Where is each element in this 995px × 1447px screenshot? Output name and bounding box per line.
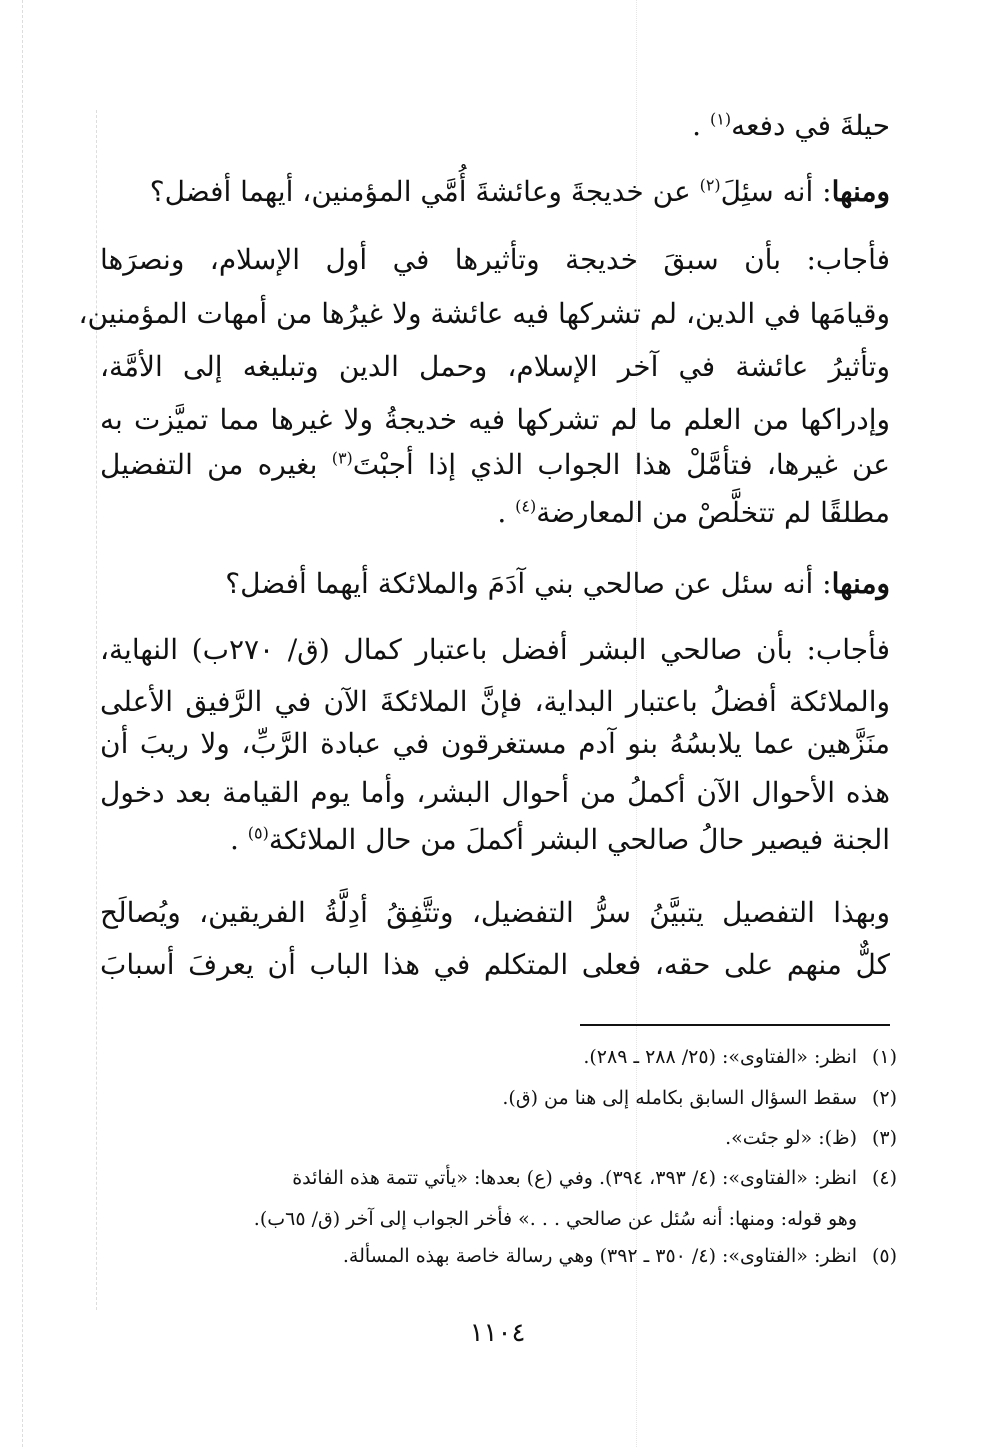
body-line-9: ومنها: أنه سئل عن صالحي بني آدَمَ والملائكة أيهما أفضل؟ [225, 567, 890, 600]
body-line-13: هذه الأحوال الآن أكملُ من أحوال البشر، وأما يوم القيامة بعد دخول [100, 776, 890, 809]
body-line-6: وإدراكها من العلم ما لم تشركها فيه خديجةُ ولا غيرها مما تميَّزت به [100, 403, 890, 436]
footnote-ref-1[interactable]: (١) [709, 109, 732, 129]
footnote-2: (٢)سقط السؤال السابق بكامله إلى هنا من (ق). [502, 1087, 897, 1109]
body-line-1: حيلةَ في دفعه$^{(١)}$ . [692, 109, 890, 142]
body-line-14: الجنة فيصير حالُ صالحي البشر أكملَ من حال الملائكة$^{(٥)}$ . [229, 823, 890, 856]
footnote-4-continuation: وهو قوله: ومنها: أنه سُئل عن صالحي . . .» فأخر الجواب إلى آخر (ق/ ٦٥ب). [253, 1208, 857, 1230]
footnote-ref-2[interactable]: (٢) [699, 175, 721, 195]
body-line-7: عن غيرها، فتأمَّلْ هذا الجواب الذي إذا أجبْتَ$^{(٣)}$ بغيره من التفضيل [100, 448, 890, 481]
body-line-12: منَزَّهين عما يلابسُهُ بنو آدم مستغرقون في عبادة الرَّبِّ، ولا ريبَ أن [100, 727, 890, 760]
body-line-15: وبهذا التفصيل يتبيَّنُ سرُّ التفضيل، وتتَّفِقُ أدِلَّةُ الفريقين، ويُصالَح [100, 896, 890, 929]
footnote-ref-3[interactable]: (٣) [331, 448, 353, 468]
body-line-3: فأجاب: بأن سبقَ خديجة وتأثيرها في أول الإسلام، ونصرَها [100, 243, 890, 276]
footnote-5: (٥)انظر: «الفتاوى»: (٤/ ٣٥٠ ـ ٣٩٢) وهي رسالة خاصة بهذه المسألة. [342, 1245, 897, 1267]
body-line-4: وقيامَها في الدين، لم تشركها فيه عائشة ولا غيرُها من أمهات المؤمنين، [78, 297, 890, 330]
body-line-16: كلٌّ منهم على حقه، فعلى المتكلم في هذا الباب أن يعرفَ أسبابَ [100, 948, 891, 981]
body-line-5: وتأثيرُ عائشة في آخر الإسلام، وحمل الدين وتبليغه إلى الأمَّة، [100, 350, 890, 383]
body-line-2: ومنها: أنه سئِلَ$^{(٢)}$ عن خديجةَ وعائشةَ أُمَّي المؤمنين، أيهما أفضل؟ [149, 175, 890, 208]
scan-artifact-line [96, 110, 97, 1310]
body-line-10: فأجاب: بأن صالحي البشر أفضل باعتبار كمال (ق/ ٢٧٠ب) النهاية، [100, 633, 890, 666]
body-line-11: والملائكة أفضلُ باعتبار البداية، فإنَّ الملائكةَ الآن في الرَّفيق الأعلى [100, 685, 890, 718]
footnote-1: (١)انظر: «الفتاوى»: (٢٥/ ٢٨٨ ـ ٢٨٩). [583, 1046, 897, 1068]
body-line-8: مطلقًا لم تتخلَّصْ من المعارضة$^{(٤)}$ . [497, 496, 890, 529]
page-number: ١١٠٤ [469, 1318, 526, 1348]
footnote-separator [580, 1024, 890, 1026]
footnote-4: (٤)انظر: «الفتاوى»: (٤/ ٣٩٣، ٣٩٤). وفي (ع) بعدها: «يأتي تتمة هذه الفائدة [292, 1167, 897, 1189]
footnote-ref-5[interactable]: (٥) [247, 823, 269, 843]
scan-artifact-line [22, 0, 23, 1447]
footnote-ref-4[interactable]: (٤) [515, 496, 537, 516]
footnote-3: (٣)(ظ): «لو جئت». [725, 1127, 897, 1149]
